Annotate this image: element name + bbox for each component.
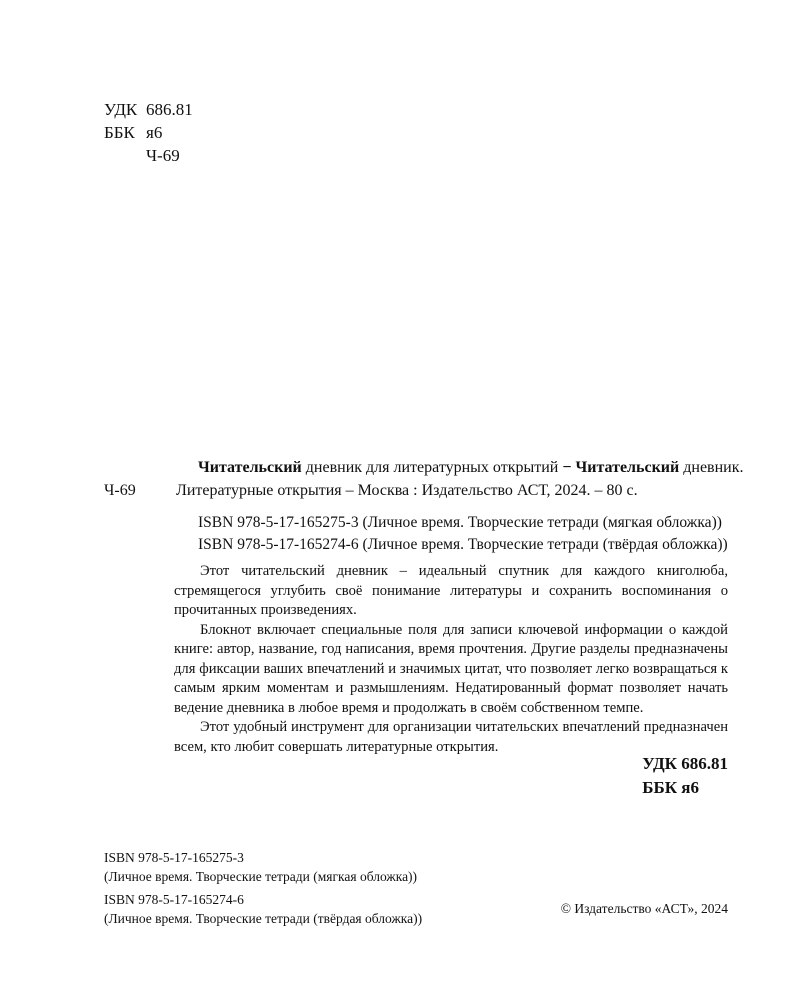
- title-rest-2: дневник.: [679, 459, 744, 476]
- annotation-paragraph-1: Этот читательский дневник – идеальный спутник для каждого книголюба, стремящегося углубить своё понимание литературы и сохранить воспоминания о прочитанных произведениях.: [174, 563, 728, 618]
- title-rest-1: дневник для литературных открытий: [301, 459, 563, 476]
- udk-value: 686.81: [146, 100, 193, 119]
- biblio-author-mark: Ч-69: [104, 482, 136, 499]
- copyright-notice: © Издательство «АСТ», 2024: [560, 901, 728, 916]
- biblio-isbn-1: ISBN 978-5-17-165275-3 (Личное время. Творческие тетради (мягкая обложка)): [198, 514, 722, 531]
- bottom-classification-codes: [642, 752, 728, 800]
- footer-isbn-2-note: (Личное время. Творческие тетради (твёрдая обложка)): [104, 911, 423, 926]
- biblio-second-line: [104, 479, 728, 502]
- classification-codes: [104, 98, 193, 167]
- udk-label: УДК: [104, 100, 138, 119]
- footer-isbn-1-note: (Личное время. Творческие тетради (мягкая обложка)): [104, 869, 418, 884]
- biblio-isbn-2: ISBN 978-5-17-165274-6 (Личное время. Творческие тетради (твёрдая обложка)): [198, 536, 728, 553]
- footer-isbn-2: ISBN 978-5-17-165274-6: [104, 892, 244, 907]
- biblio-publication-info: Литературные открытия – Москва : Издательство АСТ, 2024. – 80 с.: [176, 482, 638, 499]
- annotation-paragraph-3: Этот удобный инструмент для организации читательских впечатлений предназначен всем, кто любит совершать литературные открытия.: [174, 719, 728, 755]
- annotation-paragraph-2: Блокнот включает специальные поля для записи ключевой информации о каждой книге: автор, название, год написания, время прочтения. Другие разделы предназначены для фиксации ваших впечатлений и значимых цитат, что позволяет легко возвращаться к самым ярким моментам и размышлениям. Недатированный формат позволяет начать ведение дневника в любое время и продолжать в своём собственном темпе.: [174, 621, 728, 716]
- biblio-isbn-block: [104, 512, 728, 556]
- bibliographic-record: [104, 456, 744, 556]
- title-bold-1: Читательский: [198, 459, 302, 476]
- bottom-bbk: ББК я6: [642, 778, 699, 797]
- udk-row: [104, 98, 193, 121]
- biblio-title-line: [104, 456, 744, 479]
- title-bold-2: Читательский: [571, 459, 680, 476]
- bottom-udk: УДК 686.81: [642, 754, 728, 773]
- title-dash: −: [562, 459, 572, 476]
- bbk-value: я6: [146, 123, 163, 142]
- bbk-label: ББК: [104, 123, 135, 142]
- bbk-row: [104, 121, 193, 144]
- annotation: [174, 562, 728, 757]
- author-mark-row: [104, 144, 193, 167]
- author-mark: Ч-69: [146, 146, 180, 165]
- footer-isbn-block: [104, 848, 422, 928]
- footer-isbn-1: ISBN 978-5-17-165275-3: [104, 850, 244, 865]
